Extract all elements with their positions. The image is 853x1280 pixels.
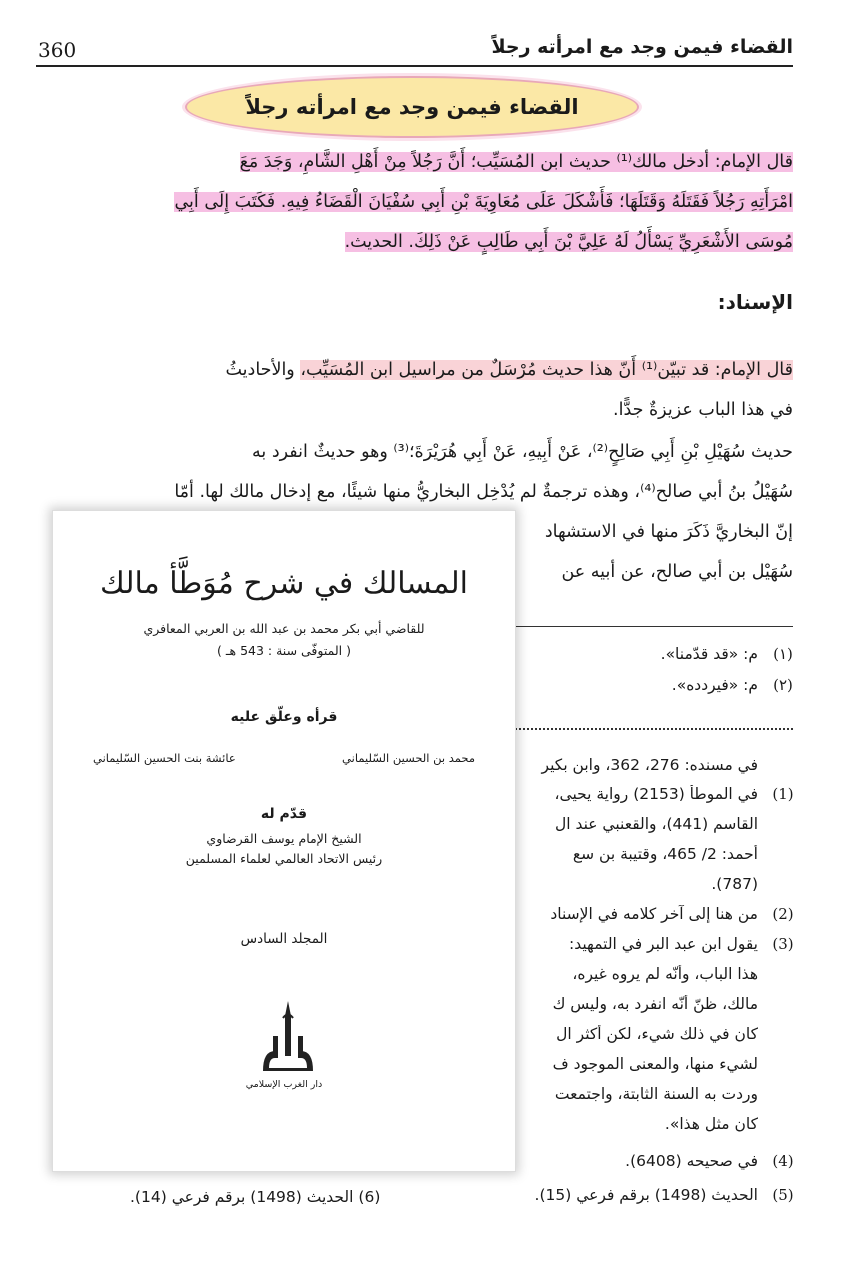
section-heading-isnad: الإسناد: — [717, 290, 793, 314]
book-cover-image — [52, 510, 516, 1172]
paragraph-hadith — [36, 142, 793, 262]
paragraph-hadith-line-3: مُوسَى الأَشْعَرِيِّ يَسْأَلُ لَهُ عَلِيَّ بْنَ أَبِي طَالِبٍ عَنْ ذَلِكَ. الحديث. — [344, 232, 793, 252]
cover-edited-by: قرأه وعلّق عليه — [230, 709, 338, 725]
paragraph-suhail-line-3: إنّ البخاريَّ ذَكَرَ منها في الاستشهاد — [544, 522, 793, 542]
cover-publisher: دار الغرب الإسلامي — [245, 1079, 323, 1090]
cover-title: المسالك في شرح مُوَطَّأ مالك — [100, 566, 468, 601]
chapter-title-banner — [185, 76, 639, 138]
paragraph-isnad-line-2: في هذا الباب عزيزةٌ جدًّا. — [613, 400, 793, 420]
running-header-title: القضاء فيمن وجد مع امرأته رجلاً — [491, 36, 793, 58]
cover-author: للقاضي أبي بكر محمد بن عبد الله بن العربي المعافري — [143, 621, 425, 636]
paragraph-isnad — [36, 350, 793, 430]
book-page: القضاء فيمن وجد مع امرأته رجلاً 360 القضاء فيمن وجد مع امرأته رجلاً قال الإمام: أدخل مالك⁽¹⁾ حديث ابن المُسَيِّب؛ أَنَّ رَجُلاً مِنْ أَهْلِ الشَّامِ، وَجَدَ مَعَ امْرَأَتِهِ رَجُلاً فَقَتَلَهُ وَقَتَلَهَا؛ فَأَشْكَلَ عَلَى مُعَاوِيَةَ بْنِ أَبِي سُفْيَانَ الْقَضَاءُ فِيهِ. فَكَتَبَ إِلَى أَبِي مُوسَى الأَشْعَرِيِّ يَسْأَلُ لَهُ عَلِيَّ بْنَ أَبِي طَالِبٍ عَنْ ذَلِكَ. الحديث. الإسناد: قال الإمام: قد تبيّن⁽¹⁾ أَنّ هذا حديث مُرْسَلٌ من مراسيل ابن المُسَيِّب، والأحاديثُ في هذا الباب عزيزةٌ جدًّا. حديث سُهَيْلِ بْنِ أَبِي صَالِحٍ⁽²⁾، عَنْ أَبِيهِ، عَنْ أَبِي هُرَيْرَةَ؛⁽³⁾ وهو حديثٌ انفرد به سُهَيْلُ بنُ أبي صالح⁽⁴⁾، وهذه ترجمةٌ لم يُدْخِل البخاريُّ منها شيئًا، مع إدخال مالك لها. أمّا إنّ البخاريَّ ذَكَرَ منها في الاستشهاد سُهَيْل بن أبي صالح، عن أبيه عن (١) م: «قد قدّمنا». (٢) م: «فيردده». في مسنده: 276، 362، وابن بكير (1) في الموطأ (2153) رواية يحيى، القاسم (441)، والقعنبي عند ال أحمد: 2/ 465، وقتيبة بن سع (787). (2) من هنا إلى آخر كلامه في الإسناد (3) يقول ابن عبد البر في التمهيد: هذا الباب، وأنّه لم يروه غيره، مالك، ظنّ أنّه انفرد به، وليس ك كان في ذلك شيء، لكن أكثر ال لشيء منها، والمعنى الموجود ف وردت به السنة الثابتة، واجتمعت كان مثل هذا». (4) في صحيحه (6408). (5) الحديث (1498) برقم فرعي (15). (6) الحديث (1498) برقم فرعي (14). المسالك في شرح مُوَطَّأ مالك للقاضي أبي بكر محمد بن عبد الله بن العربي المعافري ( المتوفّى سنة : 543 هـ ) قرأه وعلّق عليه محمد بن الحسين السّليماني عائشة بنت الحسين السّليماني قدّم له الشيخ الإمام يوسف القرضاوي رئيس الاتحاد العالمي لعلماء المسلمين المجلد السادس دار الغرب الإسلامي — [38, 36, 794, 1206]
paragraph-isnad-line-1: قال الإمام: قد تبيّن⁽¹⁾ أَنّ هذا حديث مُرْسَلٌ من مراسيل ابن المُسَيِّب، والأحاديثُ — [225, 360, 793, 380]
cover-death-date: ( المتوفّى سنة : 543 هـ ) — [216, 643, 352, 658]
paragraph-hadith-line-1: قال الإمام: أدخل مالك⁽¹⁾ حديث ابن المُسَيِّب؛ أَنَّ رَجُلاً مِنْ أَهْلِ الشَّامِ، وَجَدَ مَعَ — [239, 152, 793, 172]
cover-volume: المجلد السادس — [240, 931, 328, 947]
header-rule — [36, 65, 793, 67]
cover-introducer: الشيخ الإمام يوسف القرضاوي — [206, 831, 362, 846]
paragraph-suhail-line-2: سُهَيْلُ بنُ أبي صالح⁽⁴⁾، وهذه ترجمةٌ لم يُدْخِل البخاريُّ منها شيئًا، مع إدخال مالك لها. أمّا — [174, 482, 793, 502]
cover-editor-right: محمد بن الحسين السّليماني — [342, 751, 475, 765]
footnote-dotted-separator — [515, 728, 793, 730]
footnote-6: (6) الحديث (1498) برقم فرعي (14). — [130, 1188, 381, 1206]
paragraph-suhail-line-1: حديث سُهَيْلِ بْنِ أَبِي صَالِحٍ⁽²⁾، عَنْ أَبِيهِ، عَنْ أَبِي هُرَيْرَةَ؛⁽³⁾ وهو حديثٌ انفرد به — [252, 442, 793, 462]
cover-introducer-title: رئيس الاتحاد العالمي لعلماء المسلمين — [185, 851, 383, 866]
chapter-title: القضاء فيمن وجد مع امرأته رجلاً — [245, 95, 579, 119]
paragraph-hadith-line-2: امْرَأَتِهِ رَجُلاً فَقَتَلَهُ وَقَتَلَهَا؛ فَأَشْكَلَ عَلَى مُعَاوِيَةَ بْنِ أَبِي سُفْيَانَ الْقَضَاءُ فِيهِ. فَكَتَبَ إِلَى أَبِي — [174, 192, 793, 212]
publisher-logo-icon — [253, 996, 323, 1086]
cover-intro-by: قدّم له — [260, 806, 308, 822]
cover-editor-left: عائشة بنت الحسين السّليماني — [93, 751, 236, 765]
cover-editors — [93, 751, 475, 765]
footnote-rule — [515, 626, 793, 627]
paragraph-suhail-line-4: سُهَيْل بن أبي صالح، عن أبيه عن — [561, 562, 793, 582]
page-number: 360 — [38, 38, 77, 62]
